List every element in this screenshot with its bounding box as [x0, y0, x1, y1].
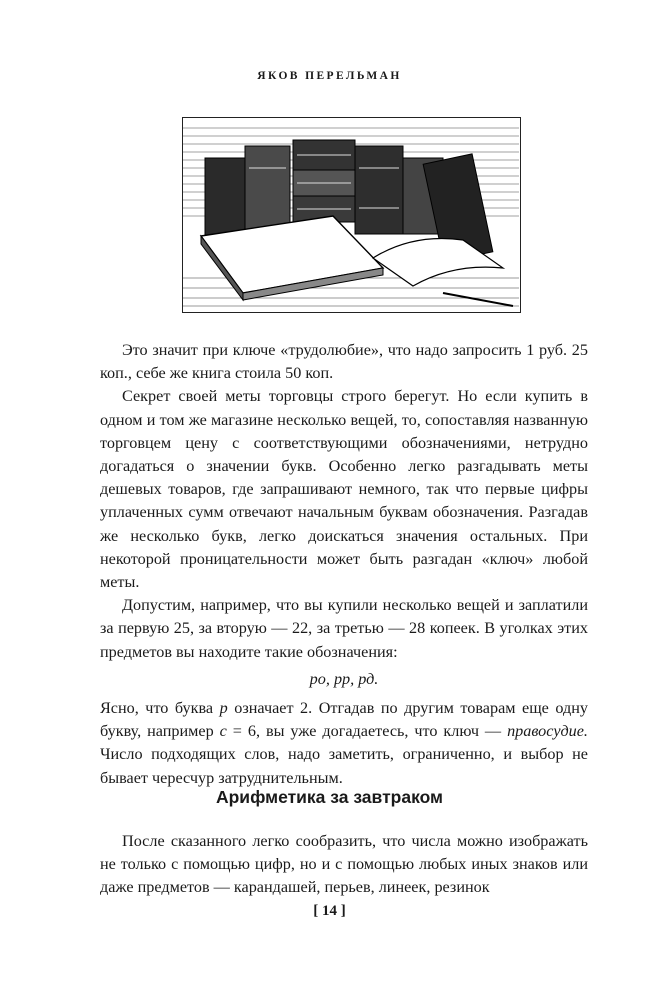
body-text — [100, 339, 588, 790]
books-illustration — [182, 117, 521, 313]
page-number: [ 14 ] — [313, 903, 346, 919]
paragraph: Это значит при ключе «трудолюбие», что надо запросить 1 руб. 25 коп., себе же книга стоила 50 коп. — [100, 341, 588, 383]
section-body — [100, 830, 588, 900]
paragraph: Секрет своей меты торговцы строго берегут. Но если купить в одном и том же магазине несколько вещей, то, сопоставляя названную торговцем цену с соответствующими обозначениями, нетрудно догадаться о значении букв. Особенно легко разгадывать меты дешевых товаров, где запрашивают немного, так что первые цифры уплаченных сумм отвечают начальным буквам обозначения. Разгадав же несколько букв, легко доискаться значения остальных. При некоторой проницательности может быть разгадан «ключ» любой меты. — [100, 387, 588, 592]
paragraph: Ясно, что буква р означает 2. Отгадав по другим товарам еще одну букву, например с = 6, вы уже догадаетесь, что ключ — правосудие. Число подходящих слов, надо заметить, ограниченно, и выбор не бывает чересчур затруднительным. — [100, 699, 589, 787]
example-marks: ро, рр, рд. — [309, 669, 379, 688]
section-title: Арифметика за завтраком — [215, 787, 443, 807]
paragraph: Допустим, например, что вы купили несколько вещей и заплатили за первую 25, за вторую — 22, за третью — 28 копеек. В уголках этих предметов вы находите такие обозначения: — [100, 596, 588, 661]
paragraph: После сказанного легко сообразить, что числа можно изображать не только с помощью цифр, но и с помощью любых иных знаков или даже предметов — карандашей, перьев, линеек, резинок — [100, 832, 588, 897]
running-head: ЯКОВ ПЕРЕЛЬМАН — [257, 70, 402, 82]
books-engraving-icon — [183, 118, 519, 311]
